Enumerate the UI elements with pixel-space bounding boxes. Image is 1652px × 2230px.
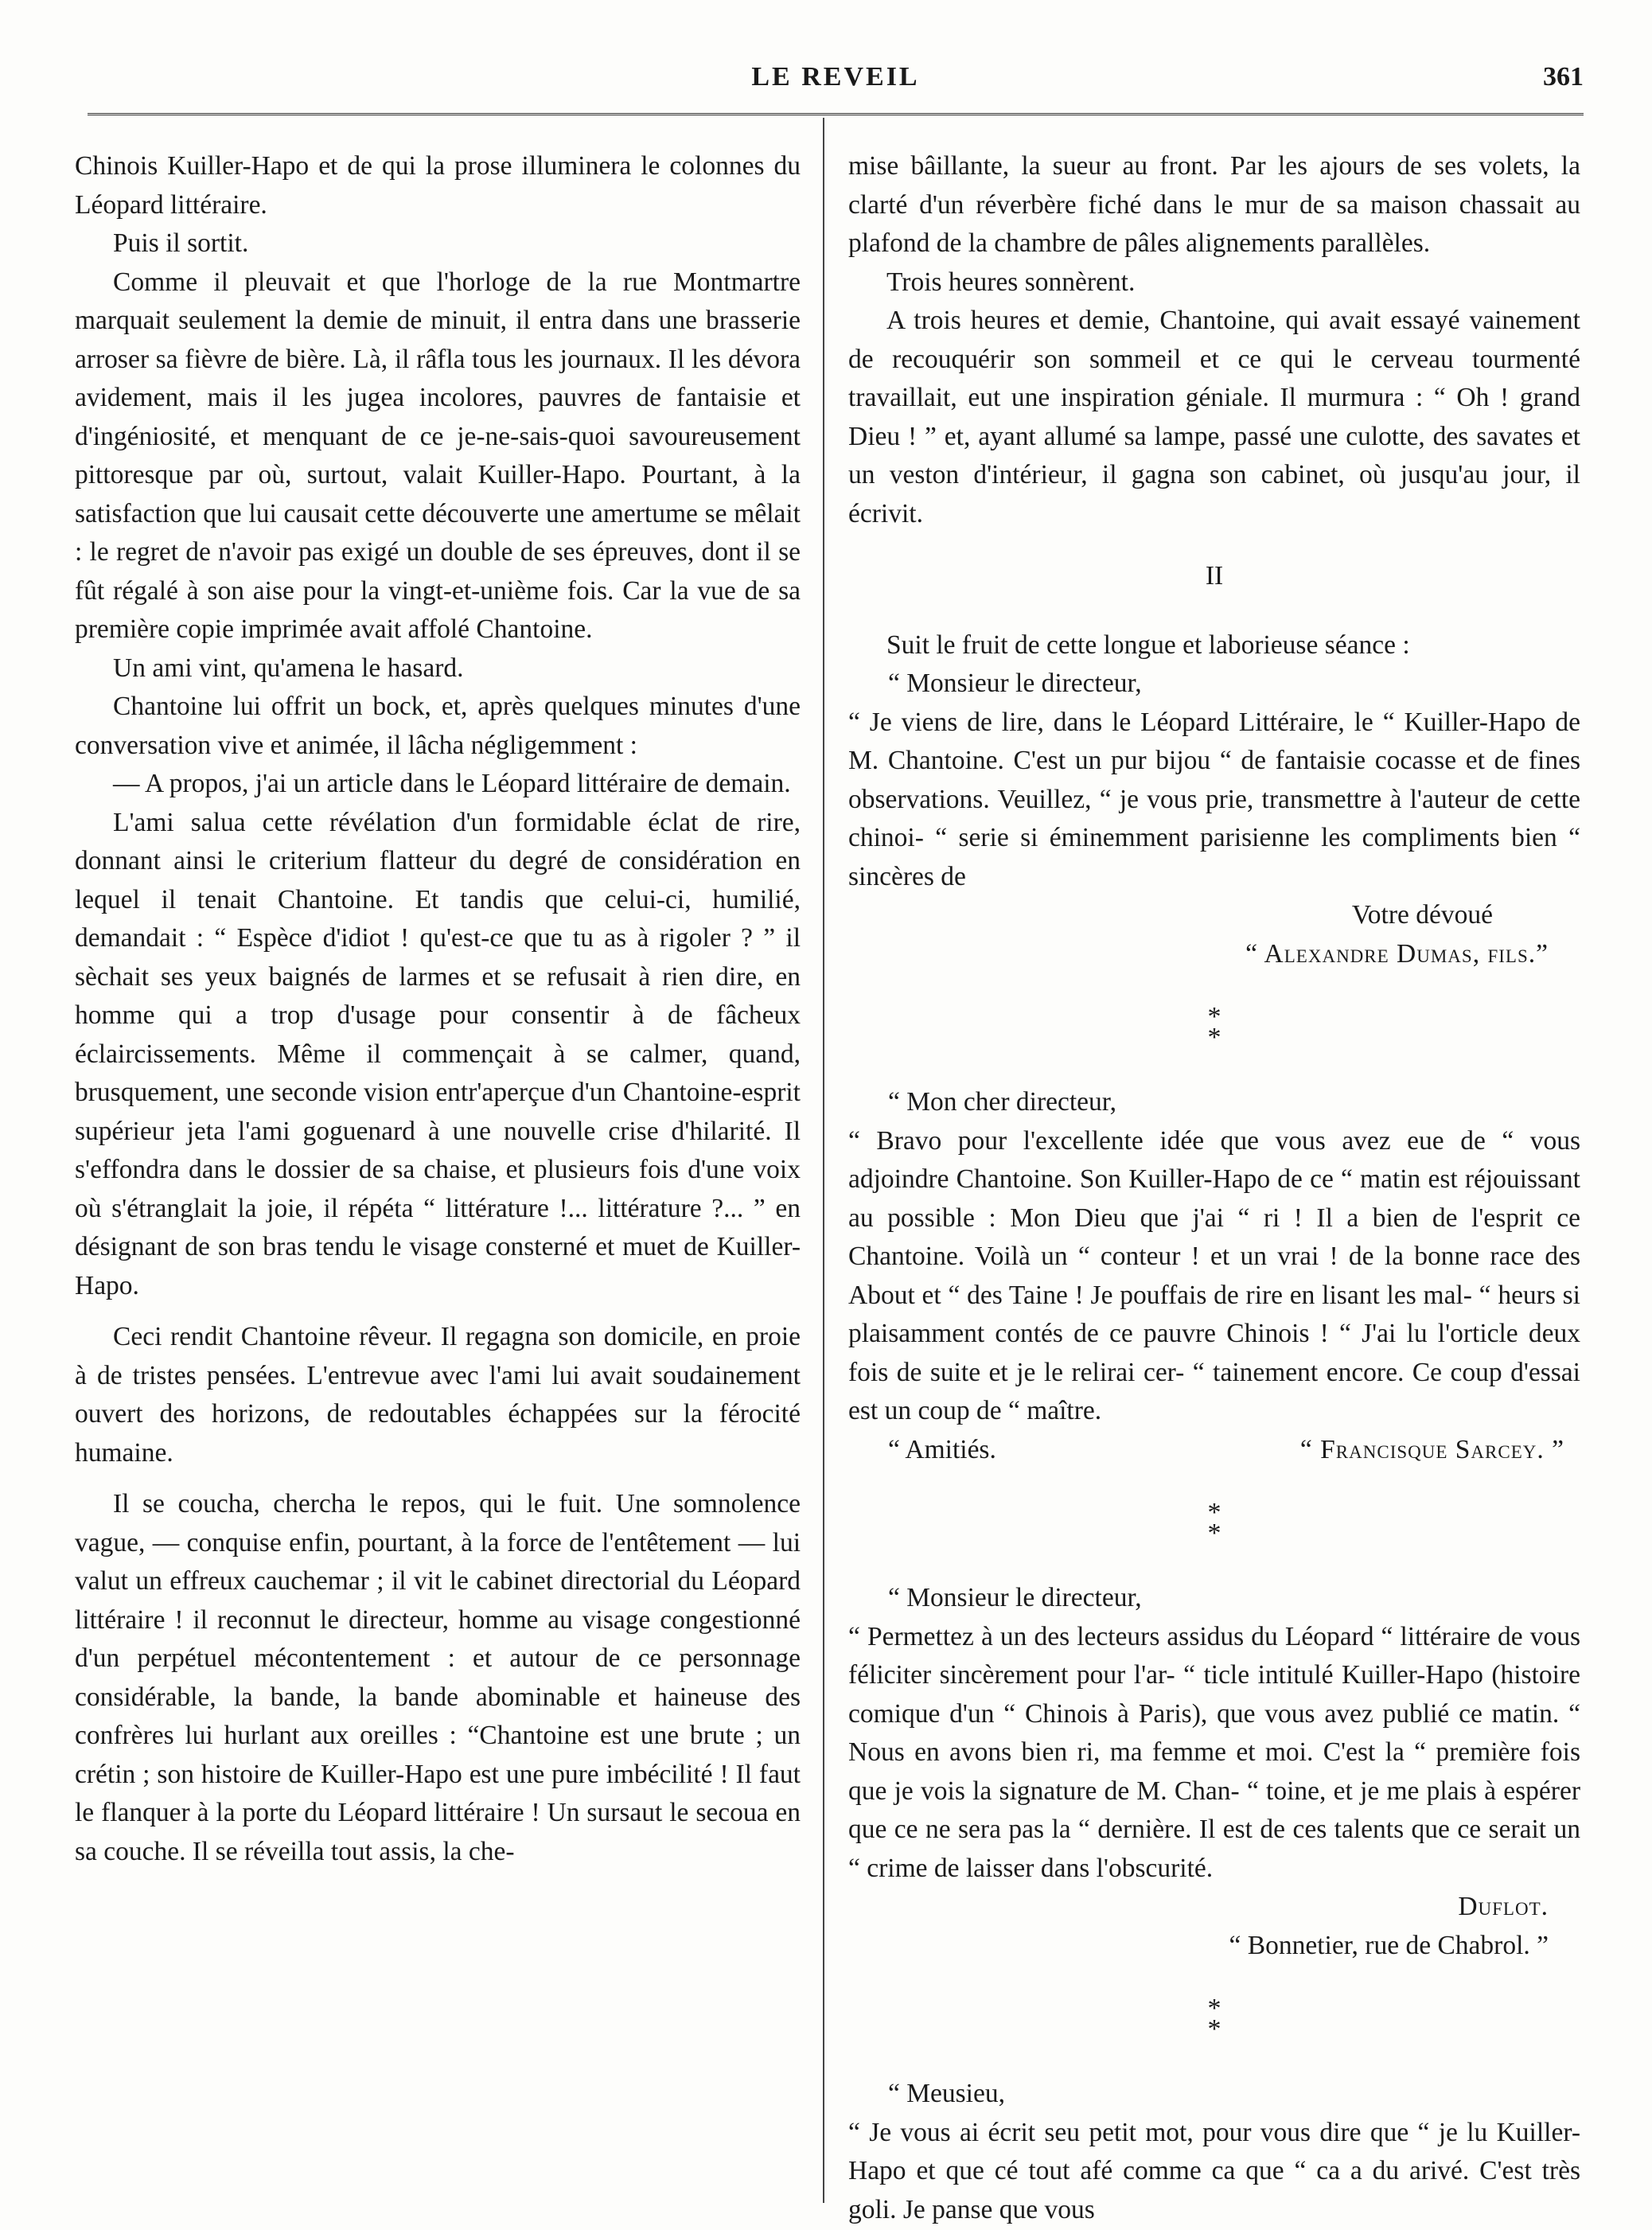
asterism-star: * — [1207, 1519, 1221, 1548]
page-title: LE REVEIL — [751, 62, 920, 92]
paragraph: Suit le fruit de cette longue et laborieuse séance : — [886, 630, 1410, 660]
letter-body: “ Permettez à un des lecteurs assidus du Léopard “ littéraire de vous féliciter sincèrement pour l'ar- “ ticle intitulé Kuiller-Hapo (histoire comique d'un “ Chinois à Paris), que vous avez publié ce matin. “ Nous en avons bien ri, ma femme et moi. C'est la “ première fois que je vois la signature de M. Chan- “ toine, et je me plais à espérer que ce ne sera pas la “ dernière. Il est de ces talents que ce serait un “ crime de laisser dans l'obscurité. — [848, 1621, 1580, 1883]
paragraph: — A propos, j'ai un article dans le Léopard littéraire de demain. — [113, 769, 791, 798]
left-column — [75, 147, 801, 1871]
asterism-star: * — [1207, 2014, 1221, 2044]
letter-salutation: “ Mon cher directeur, — [888, 1087, 1116, 1117]
letter-body: “ Je vous ai écrit seu petit mot, pour vous dire que “ je lu Kuiller-Hapo et que cé tout afé comme ca que “ ca a du arivé. C'est très goli. Je panse que vous — [848, 2117, 1580, 2224]
paragraph: Chinois Kuiller-Hapo et de qui la prose illuminera le colonnes du Léopard littéraire. — [75, 151, 801, 220]
running-head — [88, 62, 1584, 110]
letter-reader — [848, 2075, 1580, 2229]
right-column — [848, 147, 1580, 2229]
letter-closing: “ Amitiés. — [888, 1434, 996, 1464]
paragraph: A trois heures et demie, Chantoine, qui avait essayé vainement de recouquérir son sommeil et ce qui le cerveau tourmenté travaillait, eut une inspiration géniale. Il murmura : “ Oh ! grand Dieu ! ” et, ayant allumé sa lampe, passé une culotte, des savates et un veston d'intérieur, il gagna son cabinet, où jusqu'au jour, il écrivit. — [848, 306, 1580, 528]
asterism-star: * — [1207, 1023, 1221, 1052]
paragraph: Chantoine lui offrit un bock, et, après quelques minutes d'une conversation vive et animée, il lâcha négligemment : — [75, 692, 801, 760]
letter-dumas — [848, 665, 1580, 973]
paragraph: Trois heures sonnèrent. — [886, 267, 1136, 297]
asterism-star: * — [1207, 1498, 1221, 1527]
paragraph: L'ami salua cette révélation d'un formidable éclat de rire, donnant ainsi le criterium flatteur du degré de considération en lequel il tenait Chantoine. Et tandis que celui-ci, humilié, demandait : “ Espèce d'idiot ! qu'est-ce que tu as à rigoler ? ” il sèchait ses yeux baignés de larmes et se refusait à rien dire, en homme qui a trop d'usage pour consentir à de fâcheux éclaircissements. Même il commençait à se calmer, quand, brusquement, une seconde vision entr'aperçue d'un Chantoine-esprit supérieur jeta l'ami goguenard à une nouvelle crise d'hilarité. Il s'effondra dans le dossier de sa chaise, et plusieurs fois d'une voix où s'étranglait la joie, il répéta “ littérature !... littérature ?... ” en désignant de son bras tendu le visage consterné et muet de Kuiller-Hapo. — [75, 807, 801, 1300]
asterism — [848, 1994, 1580, 2044]
paragraph: Un ami vint, qu'amena le hasard. — [113, 653, 464, 683]
section-number: II — [1205, 561, 1224, 591]
letter-signature: “ Francisque Sarcey. ” — [1299, 1434, 1564, 1464]
asterism — [848, 1498, 1580, 1548]
letter-sarcey — [848, 1083, 1580, 1469]
letter-salutation: “ Monsieur le directeur, — [888, 1583, 1142, 1612]
paragraph: Comme il pleuvait et que l'horloge de la rue Montmartre marquait seulement la demie de minuit, il entra dans une brasserie arroser sa fièvre de bière. Là, il râfla tous les journaux. Il les dévora avidement, mais il les jugea incolores, pauvres de fantaisie et d'ingéniosité, et menquant de ce je-ne-sais-quoi savoureusement pittoresque par où, surtout, valait Kuiller-Hapo. Pourtant, à la satisfaction que lui causait cette découverte une amertume se mêlait : le regret de n'avoir pas exigé un double de ses épreuves, dont il se fût régalé à son aise pour la vingt-et-unième fois. Car la vue de sa première copie imprimée avait affolé Chantoine. — [75, 267, 801, 644]
paragraph: mise bâillante, la sueur au front. Par les ajours de ses volets, la clarté d'un réverbère fiché dans le mur de sa maison chassait au plafond de la chambre de pâles alignements parallèles. — [848, 151, 1580, 258]
letter-signature: “ Alexandre Dumas, fils.” — [1245, 938, 1549, 969]
letter-salutation: “ Monsieur le directeur, — [888, 669, 1142, 698]
letter-signature-line: “ Bonnetier, rue de Chabrol. ” — [1229, 1930, 1549, 1960]
header-rule — [88, 113, 1584, 115]
asterism — [848, 1002, 1580, 1052]
letter-signature: Duflot. — [1458, 1892, 1549, 1921]
letter-body: “ Je viens de lire, dans le Léopard Littéraire, le “ Kuiller-Hapo de M. Chantoine. C'est un pur bijou “ de fantaisie cocasse et de fines observations. Veuillez, “ je vous prie, transmettre à l'auteur de cette chinoi- “ serie si éminemment parisienne les compliments bien “ sincères de — [848, 707, 1580, 891]
paragraph: Puis il sortit. — [113, 228, 249, 258]
page-number: 361 — [1543, 62, 1584, 92]
letter-body: “ Bravo pour l'excellente idée que vous avez eue de “ vous adjoindre Chantoine. Son Kuiller-Hapo de ce “ matin est réjouissant au possible : Mon Dieu que j'ai “ ri ! Il a bien de l'esprit ce Chantoine. Voilà un “ conteur ! et un vrai ! de la bonne race des About et “ des Taine ! Je pouffais de rire en lisant les mal- “ heurs si plaisamment contés de ce pauvre Chinois ! “ J'ai lu l'orticle deux fois de suite et je le relirai cer- “ tainement encore. Ce coup d'essai est un coup de “ maître. — [848, 1125, 1580, 1425]
letter-signoff: Votre dévoué — [1351, 900, 1493, 930]
column-divider — [823, 118, 824, 2203]
letter-closing-row — [848, 1431, 1580, 1470]
paragraph: Il se coucha, chercha le repos, qui le fuit. Une somnolence vague, — conquise enfin, pourtant, à la force de l'entêtement — lui valut un effreux cauchemar ; il vit le cabinet directorial du Léopard littéraire ! il reconnut le directeur, homme au visage congestionné d'un perpétuel mécontentement : et autour de ce personnage considérable, la bande, la bande abominable et haineuse des confrères lui hurlant aux oreilles : “Chantoine est une brute ; un crétin ; son histoire de Kuiller-Hapo est une pure imbécilité ! Il faut le flanquer à la porte du Léopard littéraire ! Un sursaut le secoua en sa couche. Il se réveilla tout assis, la che- — [75, 1489, 801, 1866]
letter-duflot — [848, 1579, 1580, 1965]
asterism-star: * — [1207, 1002, 1221, 1031]
asterism-star: * — [1207, 1994, 1221, 2023]
letter-salutation: “ Meusieu, — [888, 2079, 1005, 2108]
paragraph: Ceci rendit Chantoine rêveur. Il regagna son domicile, en proie à de tristes pensées. L'entrevue avec l'ami lui avait soudainement ouvert des horizons, de redoutables échappées sur la férocité humaine. — [75, 1322, 801, 1468]
